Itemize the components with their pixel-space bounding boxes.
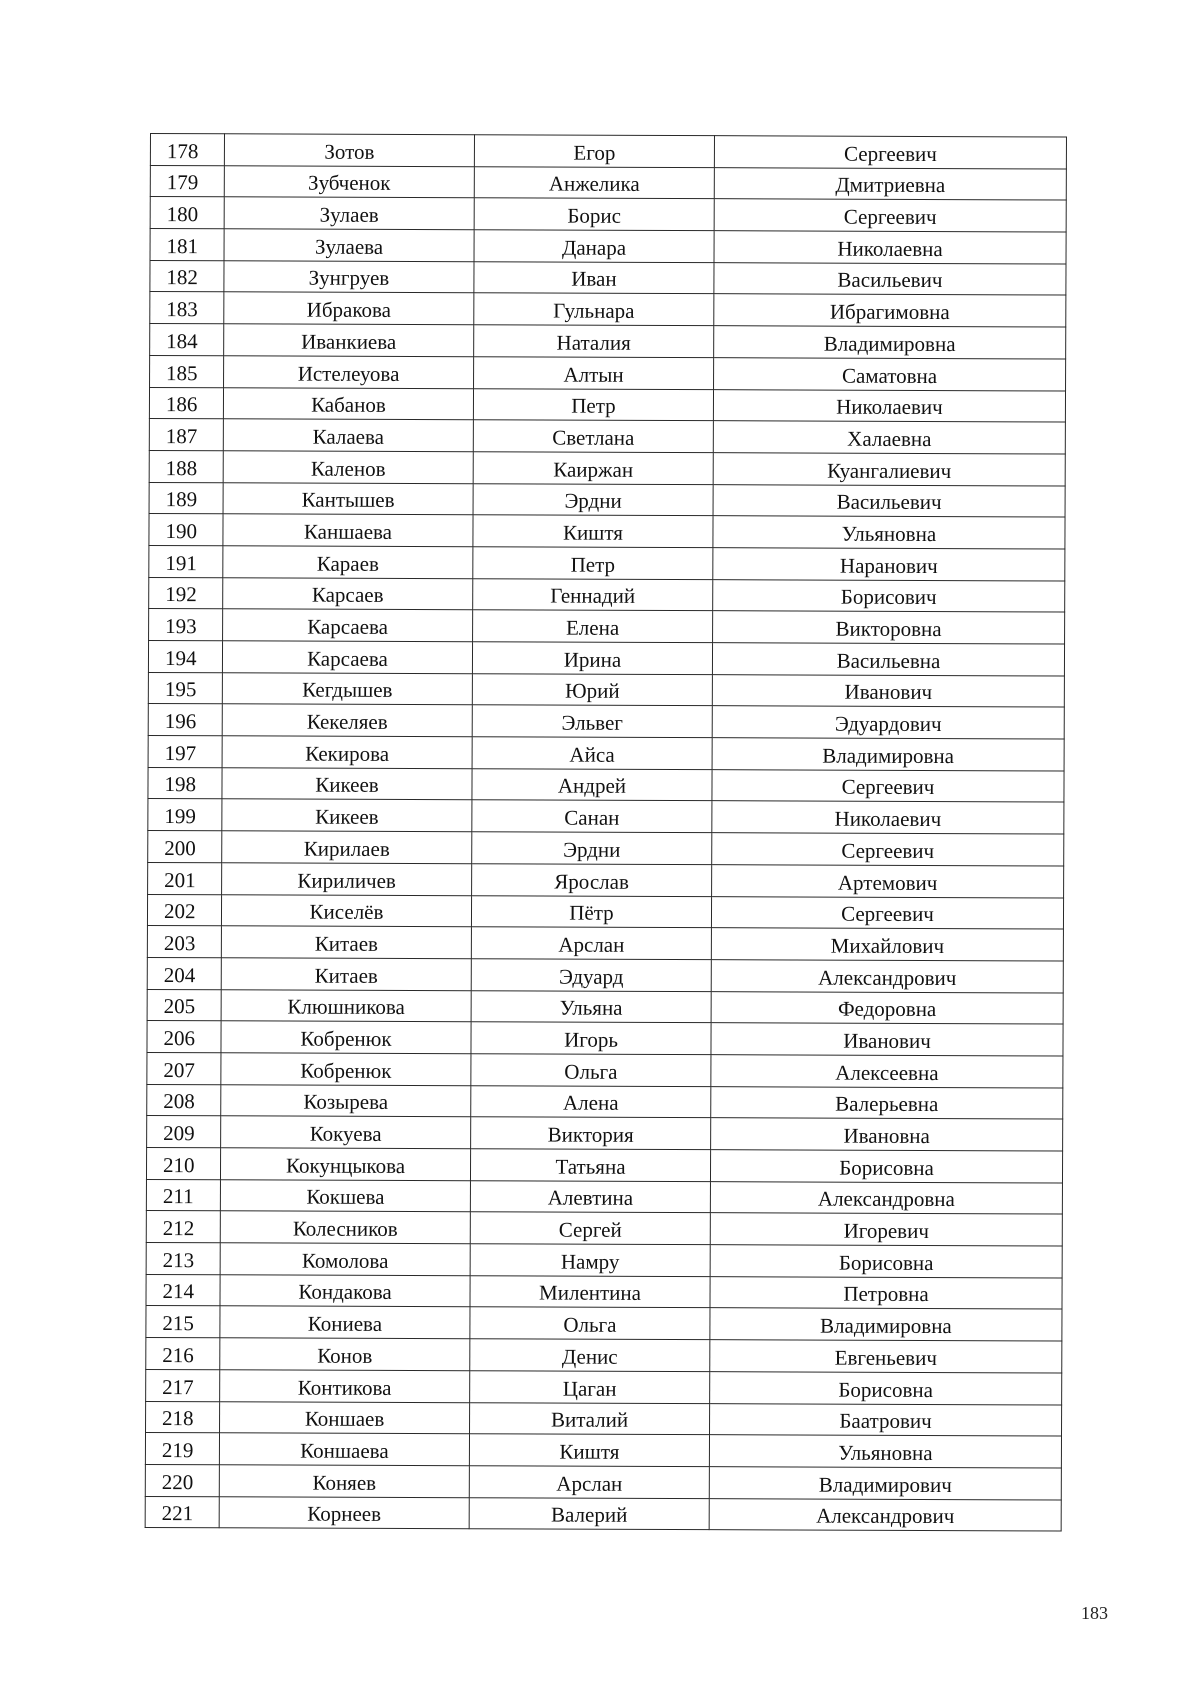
last-name-cell: Зулаев bbox=[224, 197, 474, 230]
first-name-cell: Денис bbox=[470, 1339, 710, 1372]
last-name-cell: Корнеев bbox=[219, 1496, 469, 1529]
table-row bbox=[147, 926, 1063, 961]
last-name-cell: Кокунцыкова bbox=[220, 1148, 470, 1181]
first-name-cell: Эдуард bbox=[471, 959, 711, 992]
last-name-cell: Карсаева bbox=[222, 641, 472, 674]
last-name-cell: Кирилаев bbox=[222, 831, 472, 864]
last-name-cell: Кантышев bbox=[223, 482, 473, 515]
first-name-cell: Виталий bbox=[470, 1402, 710, 1435]
row-number-cell: 186 bbox=[149, 387, 223, 419]
row-number-cell: 197 bbox=[148, 736, 222, 768]
row-number-cell: 206 bbox=[147, 1021, 221, 1053]
last-name-cell: Кекирова bbox=[222, 736, 472, 769]
first-name-cell: Виктория bbox=[471, 1117, 711, 1150]
table-row bbox=[149, 514, 1065, 549]
last-name-cell: Кикеев bbox=[222, 799, 472, 832]
first-name-cell: Игорь bbox=[471, 1022, 711, 1055]
row-number-cell: 181 bbox=[150, 229, 224, 261]
last-name-cell: Каленов bbox=[223, 451, 473, 484]
patronymic-cell: Валерьевна bbox=[711, 1086, 1063, 1119]
last-name-cell: Китаев bbox=[221, 958, 471, 991]
row-number-cell: 219 bbox=[145, 1433, 219, 1465]
patronymic-cell: Николаевна bbox=[714, 231, 1066, 264]
last-name-cell: Карсаев bbox=[223, 577, 473, 610]
first-name-cell: Петр bbox=[473, 547, 713, 580]
patronymic-cell: Борисовна bbox=[710, 1245, 1062, 1278]
patronymic-cell: Владимирович bbox=[709, 1467, 1061, 1500]
first-name-cell: Эрдни bbox=[472, 832, 712, 865]
first-name-cell: Юрий bbox=[472, 673, 712, 706]
patronymic-cell: Иванович bbox=[712, 674, 1064, 707]
row-number-cell: 193 bbox=[149, 609, 223, 641]
patronymic-cell: Дмитриевна bbox=[714, 167, 1066, 200]
table-row bbox=[149, 387, 1065, 422]
patronymic-cell: Саматовна bbox=[714, 357, 1066, 390]
first-name-cell: Наталия bbox=[474, 325, 714, 358]
first-name-cell: Эльвег bbox=[472, 705, 712, 738]
table-row bbox=[147, 1052, 1063, 1087]
patronymic-cell: Михайлович bbox=[711, 928, 1063, 961]
last-name-cell: Кабанов bbox=[223, 387, 473, 420]
last-name-cell: Ибракова bbox=[224, 292, 474, 325]
patronymic-cell: Сергеевич bbox=[714, 136, 1066, 169]
table-row bbox=[146, 1211, 1062, 1246]
table-row bbox=[148, 640, 1064, 675]
patronymic-cell: Борисовна bbox=[710, 1150, 1062, 1183]
table-row bbox=[147, 989, 1063, 1024]
row-number-cell: 195 bbox=[148, 672, 222, 704]
patronymic-cell: Александровна bbox=[710, 1181, 1062, 1214]
patronymic-cell: Ибрагимовна bbox=[714, 294, 1066, 327]
table-row bbox=[146, 1179, 1062, 1214]
row-number-cell: 179 bbox=[150, 165, 224, 197]
table-row bbox=[146, 1338, 1062, 1373]
table-row bbox=[150, 197, 1066, 232]
first-name-cell: Анжелика bbox=[474, 166, 714, 199]
patronymic-cell: Николаевич bbox=[713, 389, 1065, 422]
first-name-cell: Эрдни bbox=[473, 483, 713, 516]
row-number-cell: 205 bbox=[147, 989, 221, 1021]
patronymic-cell: Евгеньевич bbox=[710, 1340, 1062, 1373]
patronymic-cell: Владимировна bbox=[714, 326, 1066, 359]
table-row bbox=[146, 1243, 1062, 1278]
row-number-cell: 220 bbox=[145, 1464, 219, 1496]
patronymic-cell: Александрович bbox=[709, 1498, 1061, 1531]
first-name-cell: Алена bbox=[471, 1085, 711, 1118]
row-number-cell: 188 bbox=[149, 450, 223, 482]
names-table-body bbox=[145, 134, 1066, 1532]
patronymic-cell: Федоровна bbox=[711, 991, 1063, 1024]
first-name-cell: Алевтина bbox=[470, 1180, 710, 1213]
row-number-cell: 221 bbox=[145, 1496, 219, 1528]
table-row bbox=[149, 419, 1065, 454]
last-name-cell: Калаева bbox=[223, 419, 473, 452]
last-name-cell: Кониева bbox=[220, 1306, 470, 1339]
patronymic-cell: Васильевна bbox=[712, 643, 1064, 676]
first-name-cell: Каиржан bbox=[473, 452, 713, 485]
row-number-cell: 184 bbox=[150, 324, 224, 356]
table-row bbox=[147, 957, 1063, 992]
row-number-cell: 189 bbox=[149, 482, 223, 514]
last-name-cell: Коняев bbox=[219, 1465, 469, 1498]
first-name-cell: Елена bbox=[473, 610, 713, 643]
table-row bbox=[150, 229, 1066, 264]
row-number-cell: 218 bbox=[146, 1401, 220, 1433]
patronymic-cell: Петровна bbox=[710, 1276, 1062, 1309]
row-number-cell: 216 bbox=[146, 1338, 220, 1370]
table-row bbox=[150, 292, 1066, 327]
table-row bbox=[148, 799, 1064, 834]
first-name-cell: Гульнара bbox=[474, 293, 714, 326]
table-row bbox=[148, 736, 1064, 771]
table-row bbox=[146, 1274, 1062, 1309]
row-number-cell: 185 bbox=[150, 355, 224, 387]
row-number-cell: 208 bbox=[147, 1084, 221, 1116]
table-row bbox=[149, 609, 1065, 644]
last-name-cell: Коншаева bbox=[219, 1433, 469, 1466]
last-name-cell: Кегдышев bbox=[222, 672, 472, 705]
row-number-cell: 190 bbox=[149, 514, 223, 546]
patronymic-cell: Ульяновна bbox=[713, 516, 1065, 549]
first-name-cell: Айса bbox=[472, 737, 712, 770]
last-name-cell: Контикова bbox=[220, 1370, 470, 1403]
first-name-cell: Ольга bbox=[471, 1054, 711, 1087]
first-name-cell: Киштя bbox=[469, 1434, 709, 1467]
last-name-cell: Кобренюк bbox=[221, 1021, 471, 1054]
row-number-cell: 192 bbox=[149, 577, 223, 609]
patronymic-cell: Васильевич bbox=[713, 484, 1065, 517]
last-name-cell: Каншаева bbox=[223, 514, 473, 547]
patronymic-cell: Николаевич bbox=[712, 801, 1064, 834]
table-row bbox=[146, 1369, 1062, 1404]
last-name-cell: Истелеуова bbox=[224, 356, 474, 389]
row-number-cell: 215 bbox=[146, 1306, 220, 1338]
patronymic-cell: Игоревич bbox=[710, 1213, 1062, 1246]
last-name-cell: Зунгруев bbox=[224, 261, 474, 294]
first-name-cell: Светлана bbox=[473, 420, 713, 453]
row-number-cell: 213 bbox=[146, 1243, 220, 1275]
last-name-cell: Кекеляев bbox=[222, 704, 472, 737]
first-name-cell: Ярослав bbox=[472, 864, 712, 897]
row-number-cell: 217 bbox=[146, 1369, 220, 1401]
table-row bbox=[148, 704, 1064, 739]
patronymic-cell: Владимировна bbox=[710, 1308, 1062, 1341]
patronymic-cell: Сергеевич bbox=[714, 199, 1066, 232]
patronymic-cell: Васильевич bbox=[714, 262, 1066, 295]
first-name-cell: Сергей bbox=[470, 1212, 710, 1245]
table-row bbox=[145, 1464, 1061, 1499]
table-row bbox=[150, 165, 1066, 200]
first-name-cell: Намру bbox=[470, 1244, 710, 1277]
row-number-cell: 199 bbox=[148, 799, 222, 831]
last-name-cell: Кикеев bbox=[222, 768, 472, 801]
row-number-cell: 209 bbox=[147, 1116, 221, 1148]
last-name-cell: Зотов bbox=[224, 134, 474, 167]
first-name-cell: Борис bbox=[474, 198, 714, 231]
table-row bbox=[149, 450, 1065, 485]
row-number-cell: 178 bbox=[150, 134, 224, 166]
first-name-cell: Пётр bbox=[471, 895, 711, 928]
row-number-cell: 180 bbox=[150, 197, 224, 229]
patronymic-cell: Баатрович bbox=[710, 1403, 1062, 1436]
last-name-cell: Кириличев bbox=[222, 863, 472, 896]
last-name-cell: Комолова bbox=[220, 1243, 470, 1276]
first-name-cell: Татьяна bbox=[470, 1149, 710, 1182]
row-number-cell: 204 bbox=[147, 957, 221, 989]
row-number-cell: 203 bbox=[147, 926, 221, 958]
first-name-cell: Егор bbox=[474, 135, 714, 168]
first-name-cell: Геннадий bbox=[473, 578, 713, 611]
last-name-cell: Зулаева bbox=[224, 229, 474, 262]
names-table bbox=[145, 133, 1067, 1532]
first-name-cell: Андрей bbox=[472, 768, 712, 801]
table-row bbox=[150, 355, 1066, 390]
table-row bbox=[150, 134, 1066, 169]
last-name-cell: Клюшникова bbox=[221, 989, 471, 1022]
table-row bbox=[146, 1306, 1062, 1341]
first-name-cell: Ульяна bbox=[471, 990, 711, 1023]
table-row bbox=[148, 831, 1064, 866]
patronymic-cell: Сергеевич bbox=[712, 769, 1064, 802]
row-number-cell: 196 bbox=[148, 704, 222, 736]
first-name-cell: Арслан bbox=[469, 1466, 709, 1499]
patronymic-cell: Куангалиевич bbox=[713, 453, 1065, 486]
row-number-cell: 202 bbox=[147, 894, 221, 926]
row-number-cell: 207 bbox=[147, 1052, 221, 1084]
first-name-cell: Алтын bbox=[474, 357, 714, 390]
patronymic-cell: Алексеевна bbox=[711, 1055, 1063, 1088]
table-row bbox=[147, 894, 1063, 929]
first-name-cell: Данара bbox=[474, 230, 714, 263]
patronymic-cell: Владимировна bbox=[712, 738, 1064, 771]
row-number-cell: 183 bbox=[150, 292, 224, 324]
patronymic-cell: Артемович bbox=[712, 864, 1064, 897]
first-name-cell: Киштя bbox=[473, 515, 713, 548]
last-name-cell: Коншаев bbox=[220, 1401, 470, 1434]
table-row bbox=[149, 482, 1065, 517]
last-name-cell: Карсаева bbox=[223, 609, 473, 642]
patronymic-cell: Викторовна bbox=[713, 611, 1065, 644]
table-row bbox=[147, 1021, 1063, 1056]
table-row bbox=[147, 1084, 1063, 1119]
table-row bbox=[146, 1147, 1062, 1182]
first-name-cell: Валерий bbox=[469, 1497, 709, 1530]
first-name-cell: Ольга bbox=[470, 1307, 710, 1340]
last-name-cell: Кокуева bbox=[221, 1116, 471, 1149]
patronymic-cell: Эдуардович bbox=[712, 706, 1064, 739]
first-name-cell: Арслан bbox=[471, 927, 711, 960]
last-name-cell: Кокшева bbox=[220, 1179, 470, 1212]
first-name-cell: Цаган bbox=[470, 1371, 710, 1404]
last-name-cell: Иванкиева bbox=[224, 324, 474, 357]
last-name-cell: Кондакова bbox=[220, 1275, 470, 1308]
table-row bbox=[145, 1433, 1061, 1468]
last-name-cell: Кобренюк bbox=[221, 1053, 471, 1086]
patronymic-cell: Борисович bbox=[713, 579, 1065, 612]
patronymic-cell: Наранович bbox=[713, 548, 1065, 581]
table-row bbox=[148, 767, 1064, 802]
row-number-cell: 191 bbox=[149, 545, 223, 577]
first-name-cell: Санан bbox=[472, 800, 712, 833]
first-name-cell: Милентина bbox=[470, 1275, 710, 1308]
row-number-cell: 194 bbox=[148, 640, 222, 672]
last-name-cell: Козырева bbox=[221, 1084, 471, 1117]
patronymic-cell: Сергеевич bbox=[711, 896, 1063, 929]
row-number-cell: 210 bbox=[146, 1147, 220, 1179]
last-name-cell: Конов bbox=[220, 1338, 470, 1371]
row-number-cell: 187 bbox=[149, 419, 223, 451]
last-name-cell: Караев bbox=[223, 546, 473, 579]
last-name-cell: Зубченок bbox=[224, 165, 474, 198]
row-number-cell: 182 bbox=[150, 260, 224, 292]
row-number-cell: 198 bbox=[148, 767, 222, 799]
table-row bbox=[145, 1496, 1061, 1531]
patronymic-cell: Иванович bbox=[711, 1023, 1063, 1056]
patronymic-cell: Халаевна bbox=[713, 421, 1065, 454]
last-name-cell: Колесников bbox=[220, 1211, 470, 1244]
first-name-cell: Иван bbox=[474, 261, 714, 294]
table-row bbox=[148, 672, 1064, 707]
row-number-cell: 212 bbox=[146, 1211, 220, 1243]
table-row bbox=[148, 862, 1064, 897]
table-row bbox=[150, 260, 1066, 295]
row-number-cell: 214 bbox=[146, 1274, 220, 1306]
patronymic-cell: Ивановна bbox=[711, 1118, 1063, 1151]
page-number: 183 bbox=[1081, 1603, 1108, 1623]
patronymic-cell: Александрович bbox=[711, 960, 1063, 993]
last-name-cell: Китаев bbox=[221, 926, 471, 959]
patronymic-cell: Сергеевич bbox=[712, 833, 1064, 866]
first-name-cell: Петр bbox=[473, 388, 713, 421]
table-row bbox=[146, 1401, 1062, 1436]
row-number-cell: 201 bbox=[148, 862, 222, 894]
patronymic-cell: Борисовна bbox=[710, 1371, 1062, 1404]
first-name-cell: Ирина bbox=[472, 642, 712, 675]
table-row bbox=[149, 577, 1065, 612]
table-row bbox=[147, 1116, 1063, 1151]
table-row bbox=[150, 324, 1066, 359]
last-name-cell: Киселёв bbox=[221, 894, 471, 927]
patronymic-cell: Ульяновна bbox=[709, 1435, 1061, 1468]
row-number-cell: 211 bbox=[146, 1179, 220, 1211]
table-row bbox=[149, 545, 1065, 580]
row-number-cell: 200 bbox=[148, 831, 222, 863]
